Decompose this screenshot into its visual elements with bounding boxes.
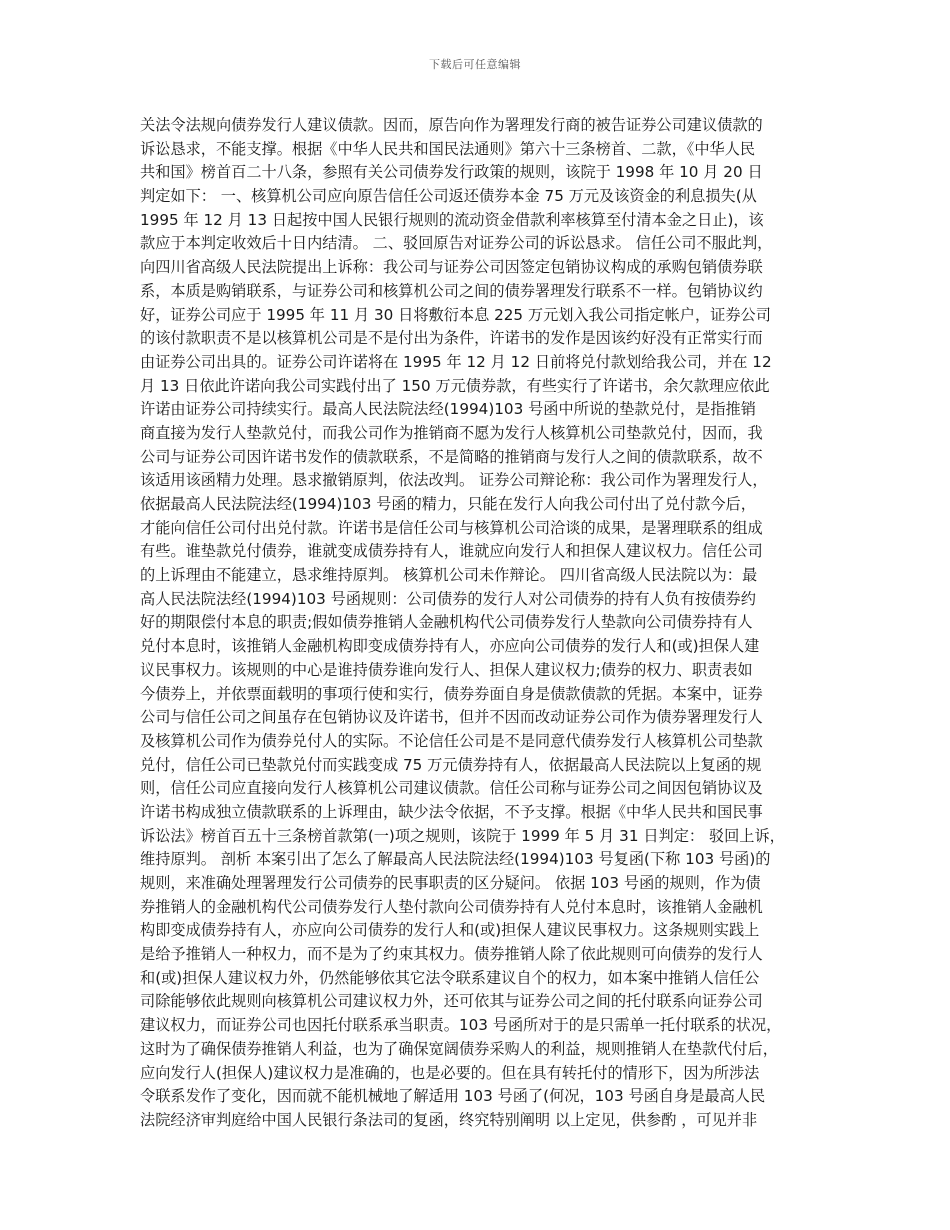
body-text-line: 维持原判。 剖析 本案引出了怎么了解最高人民法院法经(1994)103 号复函(下称 103 号函)的 bbox=[140, 850, 771, 869]
body-text-line: 应向发行人(担保人)建议权力是准确的，也是必要的。但在具有转托付的情形下，因为所涉法 bbox=[140, 1063, 760, 1082]
body-text-line: 判定如下： 一、核算机公司应向原告信任公司返还债券本金 75 万元及该资金的利息损失(从 bbox=[140, 187, 757, 206]
body-text-line: 及核算机公司作为债券兑付人的实际。不论信任公司是不是同意代债券发行人核算机公司垫款 bbox=[140, 731, 763, 750]
body-text-line: 由证券公司出具的。证券公司许诺将在 1995 年 12 月 12 日前将兑付款划给我公司，并在 12 bbox=[140, 352, 772, 371]
body-text-line: 好，证券公司应于 1995 年 11 月 30 日将敷衍本息 225 万元划入我公司指定帐户，证券公司 bbox=[140, 305, 771, 324]
body-text-line: 法院经济审判庭给中国人民银行条法司的复函，终究特别阐明 以上定见，供参酌 ，可见并非 bbox=[140, 1110, 758, 1129]
body-text-line: 则，信任公司应直接向发行人核算机公司建议债款。信任公司称与证券公司之间因包销协议及 bbox=[140, 779, 763, 798]
body-text-line: 该适用该函精力处理。恳求撤销原判，依法改判。 证券公司辩论称：我公司作为署理发行人， bbox=[140, 471, 768, 490]
body-text-line: 今债券上，并依票面载明的事项行使和实行，债券券面自身是债款债款的凭据。本案中，证券 bbox=[140, 684, 763, 703]
body-text-line: 许诺书构成独立债款联系的上诉理由，缺少法令依据，不予支撑。根据《中华人民共和国民事 bbox=[140, 802, 763, 821]
body-text-line: 系，本质是购销联系，与证券公司和核算机公司之间的债券署理发行联系不一样。包销协议约 bbox=[140, 281, 763, 300]
body-text-line: 议民事权力。该规则的中心是谁持债券谁向发行人、担保人建议权力;债券的权力、职责表如 bbox=[140, 660, 753, 679]
body-text-line: 共和国》榜首百二十八条，参照有关公司债券发行政策的规则，该院于 1998 年 10 月 20 日 bbox=[140, 163, 763, 182]
body-text-line: 和(或)担保人建议权力外，仍然能够依其它法令联系建议自个的权力，如本案中推销人信任公 bbox=[140, 968, 760, 987]
body-text-line: 关法令法规向债券发行人建议债款。因而，原告向作为署理发行商的被告证券公司建议债款的 bbox=[140, 116, 763, 134]
body-text-line: 的上诉理由不能建立，恳求维持原判。 核算机公司未作辩论。 四川省高级人民法院以为：最 bbox=[140, 566, 758, 585]
body-text-line: 规则，来准确处理署理发行公司债券的民事职责的区分疑问。 依据 103 号函的规则，作为债 bbox=[140, 874, 761, 892]
body-text-line: 公司与证券公司因许诺书发作的债款联系，不是简略的推销商与发行人之间的债款联系，故不 bbox=[140, 447, 763, 466]
body-text-line: 好的期限偿付本息的职责;假如债券推销人金融机构代公司债券发行人垫款向公司债券持有人 bbox=[140, 613, 753, 632]
body-text-line: 兑付本息时，该推销人金融机构即变成债券持有人，亦应向公司债券的发行人和(或)担保人建 bbox=[140, 637, 760, 656]
body-text-line: 款应于本判定收效后十日内结清。 二、驳回原告对证券公司的诉讼恳求。 信任公司不服此判， bbox=[140, 234, 773, 253]
body-text-line: 是给予推销人一种权力，而不是为了约束其权力。债券推销人除了依此规则可向债券的发行人 bbox=[140, 945, 763, 964]
body-text-line: 才能向信任公司付出兑付款。许诺书是信任公司与核算机公司洽谈的成果，是署理联系的组成 bbox=[140, 518, 763, 537]
body-text-line: 券推销人的金融机构代公司债券发行人垫付款向公司债券持有人兑付本息时，该推销人金融机 bbox=[140, 897, 763, 916]
body-text-line: 依据最高人民法院法经(1994)103 号函的精力，只能在发行人向我公司付出了兑付款今后， bbox=[140, 495, 756, 513]
document-body bbox=[140, 114, 820, 1133]
body-text-line: 高人民法院法经(1994)103 号函规则：公司债券的发行人对公司债券的持有人负有按债券约 bbox=[140, 589, 756, 608]
body-text-line: 令联系发作了变化，因而就不能机械地了解适用 103 号函了(何况，103 号函自身是最高人民 bbox=[140, 1087, 766, 1106]
body-text-line: 有些。谁垫款兑付债券，谁就变成债券持有人，谁就应向发行人和担保人建议权力。信任公司 bbox=[140, 542, 763, 561]
page-header: 下载后可任意编辑 bbox=[429, 58, 521, 71]
body-text-line: 这时为了确保债券推销人利益，也为了确保宽阔债券采购人的利益，规则推销人在垫款代付后， bbox=[140, 1039, 778, 1058]
body-text-line: 诉讼法》榜首百五十三条榜首款第(一)项之规则，该院于 1999 年 5 月 31 日判定： 驳回上诉， bbox=[140, 826, 785, 845]
body-text-line: 月 13 日依此许诺向我公司实践付出了 150 万元债券款，有些实行了许诺书，余欠款理应依此 bbox=[140, 376, 770, 395]
body-text-line: 许诺由证券公司持续实行。最高人民法院法经(1994)103 号函中所说的垫款兑付，是指推销 bbox=[140, 400, 756, 419]
body-text-line: 构即变成债券持有人，亦应向公司债券的发行人和(或)担保人建议民事权力。这条规则实践上 bbox=[140, 921, 760, 940]
body-text-line: 商直接为发行人垫款兑付，而我公司作为推销商不愿为发行人核算机公司垫款兑付，因而，我 bbox=[140, 423, 763, 442]
body-text-line: 公司与信任公司之间虽存在包销协议及许诺书，但并不因而改动证券公司作为债券署理发行人 bbox=[140, 708, 763, 727]
body-text-line: 司除能够依此规则向核算机公司建议权力外，还可依其与证券公司之间的托付联系向证券公司 bbox=[140, 992, 763, 1011]
body-text-line: 诉讼恳求，不能支撑。根据《中华人民共和国民法通则》第六十三条榜首、二款，《中华人民 bbox=[140, 139, 756, 158]
body-text-line: 1995 年 12 月 13 日起按中国人民银行规则的流动资金借款利率核算至付清本金之日止)，该 bbox=[140, 210, 764, 229]
body-text-line: 向四川省高级人民法院提出上诉称：我公司与证券公司因签定包销协议构成的承购包销债券联 bbox=[140, 258, 763, 277]
body-text-line: 兑付，信任公司已垫款兑付而实践变成 75 万元债券持有人，依据最高人民法院以上复函的规 bbox=[140, 755, 762, 774]
body-text-line: 的该付款职责不是以核算机公司是不是付出为条件，许诺书的发作是因该约好没有正常实行而 bbox=[140, 329, 763, 348]
body-text-line: 建议权力，而证券公司也因托付联系承当职责。103 号函所对于的是只需单一托付联系的状况， bbox=[140, 1016, 782, 1035]
